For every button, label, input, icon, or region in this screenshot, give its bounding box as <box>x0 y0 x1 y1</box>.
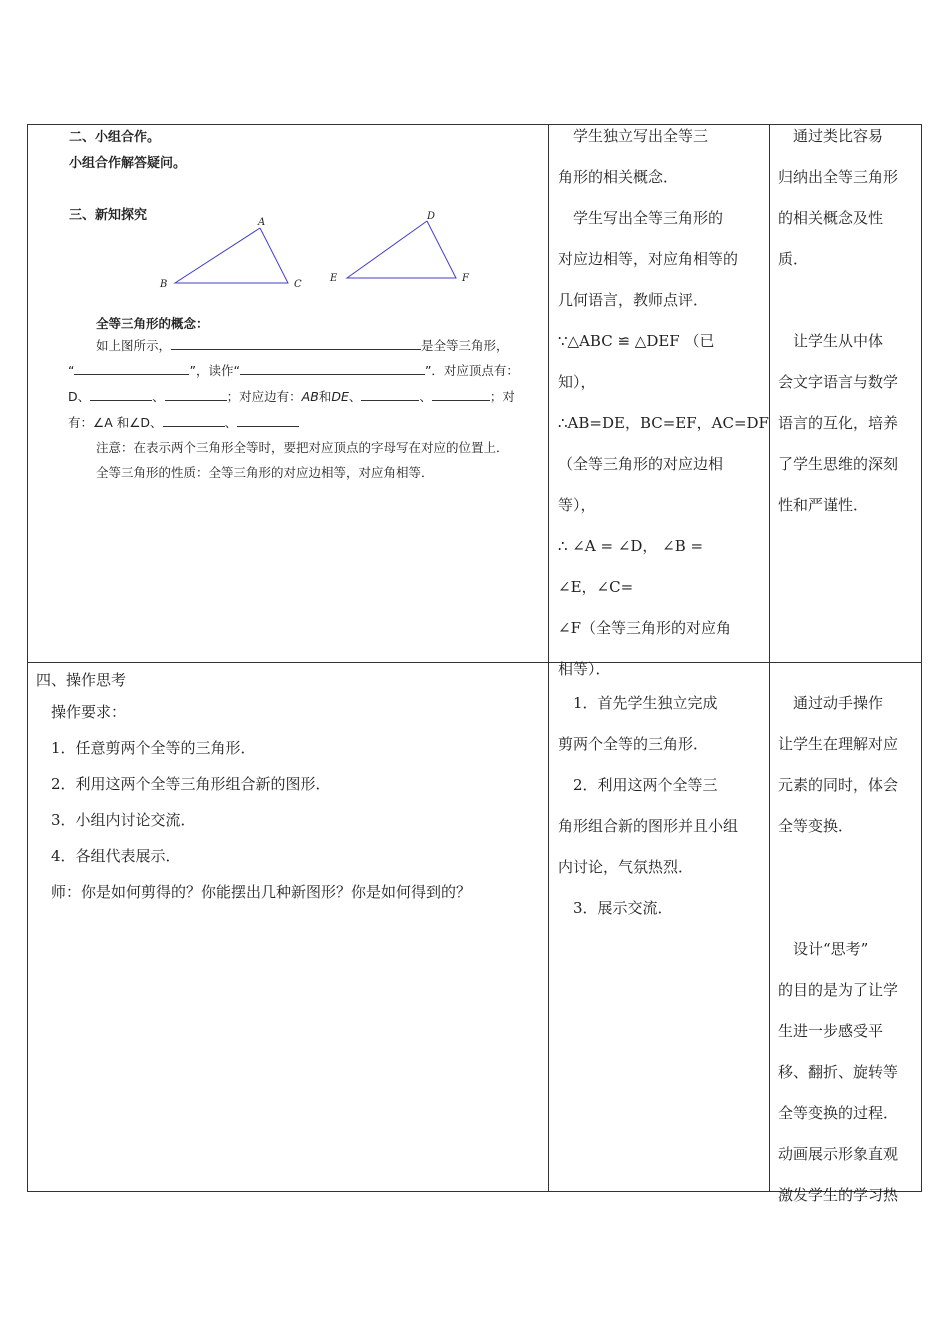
concept-line-3-comma2: 、 <box>419 389 432 404</box>
label-f: F <box>462 273 469 284</box>
left-bottom-line-1: 四、操作思考 <box>36 671 127 689</box>
concept-line-2-text-b: ”，读作“ <box>189 363 240 378</box>
mid-top-line-10: 等）， <box>558 496 596 514</box>
triangle-def <box>347 221 456 278</box>
blank-9 <box>237 414 299 427</box>
triangle-abc <box>175 228 288 283</box>
mid-bottom-line-3: 2．利用这两个全等三 <box>558 776 718 794</box>
left-bottom-line-3: 1．任意剪两个全等的三角形． <box>36 739 256 757</box>
concept-line-2-text-a: “ <box>68 363 75 378</box>
concept-line-4-text-b: 、 <box>224 415 238 430</box>
mid-bottom-line-2: 剪两个全等的三角形． <box>558 735 709 753</box>
blank-1 <box>171 337 421 350</box>
mid-top-line-8: ∴AB=DE，BC=EF，AC=DF <box>558 414 769 432</box>
right-bottom-line-13: 激发学生的学习热 <box>778 1186 899 1204</box>
mid-top-line-6: ∵△ABC ≌ △DEF （已 <box>558 332 715 350</box>
mid-top-line-2: 角形的相关概念． <box>558 168 679 186</box>
table-divider-1 <box>548 124 549 1192</box>
right-top-line-10: 性和严谨性． <box>778 496 869 514</box>
mid-top-line-4: 对应边相等，对应角相等的 <box>558 250 739 268</box>
concept-line-3 <box>68 387 515 405</box>
right-top-line-8: 语言的互化，培养 <box>778 414 899 432</box>
mid-bottom-line-1: 1．首先学生独立完成 <box>558 694 718 712</box>
mid-bottom-line-5: 内讨论，气氛热烈． <box>558 858 694 876</box>
right-top-column <box>778 116 898 526</box>
mid-top-line-3: 学生写出全等三角形的 <box>558 209 724 227</box>
right-bottom-line-11: 全等变换的过程． <box>778 1104 899 1122</box>
right-top-line-2: 归纳出全等三角形 <box>778 168 899 186</box>
right-bottom-line-5 <box>778 847 898 888</box>
section3-title: 三、新知探究 <box>69 208 148 223</box>
mid-top-line-1: 学生独立写出全等三 <box>558 127 709 145</box>
right-bottom-line-3: 元素的同时，体会 <box>778 776 899 794</box>
left-bottom-column <box>36 666 471 910</box>
table-left-border <box>27 124 28 1192</box>
left-bottom-line-2: 操作要求： <box>36 703 127 721</box>
blank-2 <box>74 362 189 375</box>
blank-6 <box>361 388 419 401</box>
section2-title: 二、小组合作。 <box>69 130 161 145</box>
mid-bottom-column <box>558 683 738 929</box>
concept-line-3-ab: AB <box>301 389 319 404</box>
right-bottom-line-7: 设计“思考” <box>778 940 869 958</box>
left-bottom-line-6: 4．各组代表展示． <box>36 847 181 865</box>
mid-top-line-7: 知）， <box>558 373 596 391</box>
blank-8 <box>163 414 225 427</box>
left-bottom-line-4: 2．利用这两个全等三角形组合新的图形． <box>36 775 331 793</box>
right-top-line-7: 会文字语言与数学 <box>778 373 899 391</box>
mid-top-column <box>558 116 769 690</box>
right-bottom-line-9: 生进一步感受平 <box>778 1022 884 1040</box>
left-bottom-line-5: 3．小组内讨论交流． <box>36 811 196 829</box>
note-text: 注意：在表示两个三角形全等时，要把对应顶点的字母写在对应的位置上． <box>96 440 509 455</box>
mid-top-line-11: ∴ ∠A = ∠D， ∠B = <box>558 537 704 555</box>
left-bottom-line-7: 师：你是如何剪得的？你能摆出几种新图形？你是如何得到的？ <box>36 883 472 901</box>
section2-subtitle: 小组合作解答疑问。 <box>69 156 187 171</box>
label-e: E <box>330 273 338 284</box>
right-top-line-3: 的相关概念及性 <box>778 209 884 227</box>
right-bottom-line-8: 的目的是为了让学 <box>778 981 899 999</box>
right-top-line-5 <box>778 280 898 321</box>
label-b: B <box>160 279 168 290</box>
concept-line-1 <box>96 336 509 354</box>
right-bottom-line-12: 动画展示形象直观 <box>778 1145 899 1163</box>
blank-5 <box>165 388 227 401</box>
right-top-line-1: 通过类比容易 <box>778 127 884 145</box>
concept-line-1-text-a: 如上图所示， <box>96 338 172 353</box>
mid-bottom-line-6: 3．展示交流． <box>558 899 673 917</box>
mid-top-line-5: 几何语言，教师点评． <box>558 291 709 309</box>
table-right-border <box>921 124 922 1192</box>
label-c: C <box>294 279 302 290</box>
table-divider-2 <box>769 124 770 1192</box>
table-middle-border <box>27 662 922 663</box>
right-top-line-6: 让学生从中体 <box>778 332 884 350</box>
concept-line-3-text-a: D、 <box>68 389 91 404</box>
right-top-line-4: 质． <box>778 250 809 268</box>
blank-3 <box>240 362 425 375</box>
right-bottom-line-10: 移、翻折、旋转等 <box>778 1063 899 1081</box>
concept-line-3-text-f1: 、 <box>152 389 165 404</box>
right-bottom-line-6 <box>778 888 898 929</box>
blank-4 <box>90 388 152 401</box>
label-d: D <box>427 211 436 222</box>
concept-line-4-text-a: 有：∠A 和∠D、 <box>68 415 163 430</box>
mid-top-line-14: 相等）． <box>558 660 611 678</box>
concept-line-4 <box>68 413 299 431</box>
property-text: 全等三角形的性质：全等三角形的对应边相等，对应角相等． <box>96 465 434 480</box>
concept-line-2 <box>68 361 519 379</box>
mid-top-line-9: （全等三角形的对应边相 <box>558 455 724 473</box>
right-top-line-9: 了学生思维的深刻 <box>778 455 899 473</box>
concept-line-3-text-b: ；对应边有： <box>226 389 302 404</box>
concept-line-3-and: 和 <box>318 389 332 404</box>
mid-bottom-line-4: 角形组合新的图形并且小组 <box>558 817 739 835</box>
triangle-diagram <box>150 205 480 300</box>
concept-line-3-comma: 、 <box>348 389 362 404</box>
concept-line-1-text-b: 是全等三角形， <box>421 338 509 353</box>
concept-line-2-text-c: ”．对应顶点有： <box>424 363 519 378</box>
concept-line-3-end: ；对 <box>489 389 515 404</box>
blank-7 <box>432 388 490 401</box>
mid-top-line-12: ∠E，∠C= <box>558 578 634 596</box>
right-bottom-line-1: 通过动手操作 <box>778 694 884 712</box>
mid-top-line-13: ∠F（全等三角形的对应角 <box>558 619 731 637</box>
right-bottom-line-4: 全等变换． <box>778 817 854 835</box>
concept-title: 全等三角形的概念： <box>96 316 209 331</box>
label-a: A <box>258 217 266 228</box>
right-bottom-line-2: 让学生在理解对应 <box>778 735 899 753</box>
right-bottom-column <box>778 683 898 1216</box>
concept-line-3-de: DE <box>331 389 349 404</box>
